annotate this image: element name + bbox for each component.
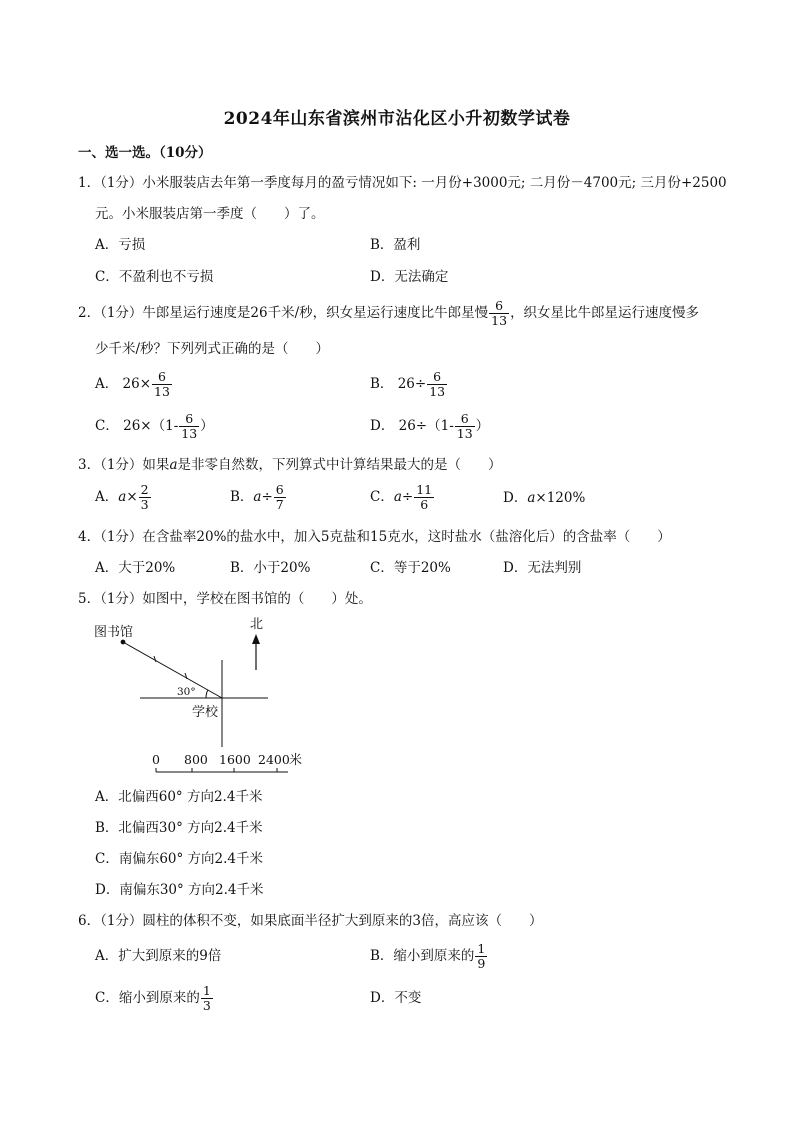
- page-title: 2024年山东省滨州市沾化区小升初数学试卷: [223, 109, 571, 129]
- q2-text-line2: 少千米/秒？下列列式正确的是（ ）: [95, 341, 330, 357]
- scale-label: 0: [152, 752, 160, 767]
- angle-arc: [206, 690, 208, 698]
- q6-option-c: C．缩小到原来的 $\frac{1}{3}$: [95, 983, 211, 1013]
- angle-label: 30°: [177, 686, 196, 698]
- q2-text-post: ，织女星比牛郎星运行速度慢多: [510, 305, 700, 321]
- library-point: [121, 640, 126, 645]
- q6-option-a: A．扩大到原来的9倍: [95, 948, 222, 964]
- q2-option-b: B． 26÷ $\frac{6}{13}$: [370, 369, 446, 399]
- q2-option-c: C． 26×（1- $\frac{6}{13}$ ）: [95, 411, 214, 441]
- q1-option-a: A．亏损: [95, 237, 146, 253]
- q2-option-a: A． 26× $\frac{6}{13}$: [95, 369, 170, 399]
- scale-label: 1600: [219, 752, 251, 767]
- q3-option-c: C．a÷ $\frac{11}{6}$: [370, 482, 433, 512]
- library-line: [123, 642, 222, 698]
- scale-label: 800: [184, 752, 208, 767]
- q1-option-b: B．盈利: [370, 237, 421, 253]
- q2-text-pre: 2．（1分）牛郎星运行速度是26千米/秒，织女星运行速度比牛郎星慢: [78, 305, 489, 321]
- section-heading: 一、选一选。（10分）: [78, 145, 212, 161]
- q3-option-b: B．a÷ $\frac{6}{7}$: [230, 482, 284, 512]
- q6-option-b: B．缩小到原来的 $\frac{1}{9}$: [370, 941, 486, 971]
- q5-option-d: D．南偏东30° 方向2.4千米: [95, 882, 264, 898]
- q1-option-d: D．无法确定: [370, 269, 449, 285]
- library-label: 图书馆: [94, 625, 134, 640]
- q6-option-d: D．不变: [370, 990, 422, 1006]
- q2-text-line1: [78, 299, 699, 328]
- q6-text: 6．（1分）圆柱的体积不变，如果底面半径扩大到原来的3倍，高应该（ ）: [78, 913, 543, 929]
- q5-text: 5．（1分）如图中，学校在图书馆的（ ）处。: [78, 591, 372, 607]
- q4-option-c: C．等于20%: [370, 560, 451, 576]
- q3-option-d: D．a×120%: [503, 490, 586, 506]
- q1-text-line1: 1．（1分）小米服装店去年第一季度每月的盈亏情况如下: 一月份+3000元; 二月份－4700元; 三月份+2500: [78, 175, 727, 191]
- tick-mark: [154, 656, 156, 662]
- scale-label: 2400: [258, 752, 290, 767]
- q2-fraction: $\frac{6}{13}$: [491, 298, 508, 328]
- q4-option-d: D．无法判别: [503, 560, 582, 576]
- q1-option-c: C．不盈利也不亏损: [95, 269, 214, 285]
- q5-option-c: C．南偏东60° 方向2.4千米: [95, 851, 264, 867]
- scale-unit: 米: [289, 753, 303, 768]
- q4-option-b: B．小于20%: [230, 560, 311, 576]
- q5-direction-diagram: [88, 612, 328, 777]
- q1-text-line2: 元。小米服装店第一季度（ ）了。: [95, 206, 325, 222]
- q4-option-a: A．大于20%: [95, 560, 176, 576]
- north-arrow-head: [252, 634, 260, 644]
- q5-option-a: A．北偏西60° 方向2.4千米: [95, 789, 263, 805]
- q4-text: 4．（1分）在含盐率20%的盐水中，加入5克盐和15克水，这时盐水（盐溶化后）的含盐率（ ）: [78, 529, 671, 545]
- q3-text: 3．（1分）如果a是非零自然数，下列算式中计算结果最大的是（ ）: [78, 457, 502, 473]
- school-label: 学校: [192, 705, 219, 720]
- q3-option-a: A．a× $\frac{2}{3}$: [95, 482, 149, 512]
- q5-option-b: B．北偏西30° 方向2.4千米: [95, 820, 263, 836]
- north-label: 北: [250, 617, 264, 632]
- q2-option-d: D． 26÷（1- $\frac{6}{13}$ ）: [370, 411, 490, 441]
